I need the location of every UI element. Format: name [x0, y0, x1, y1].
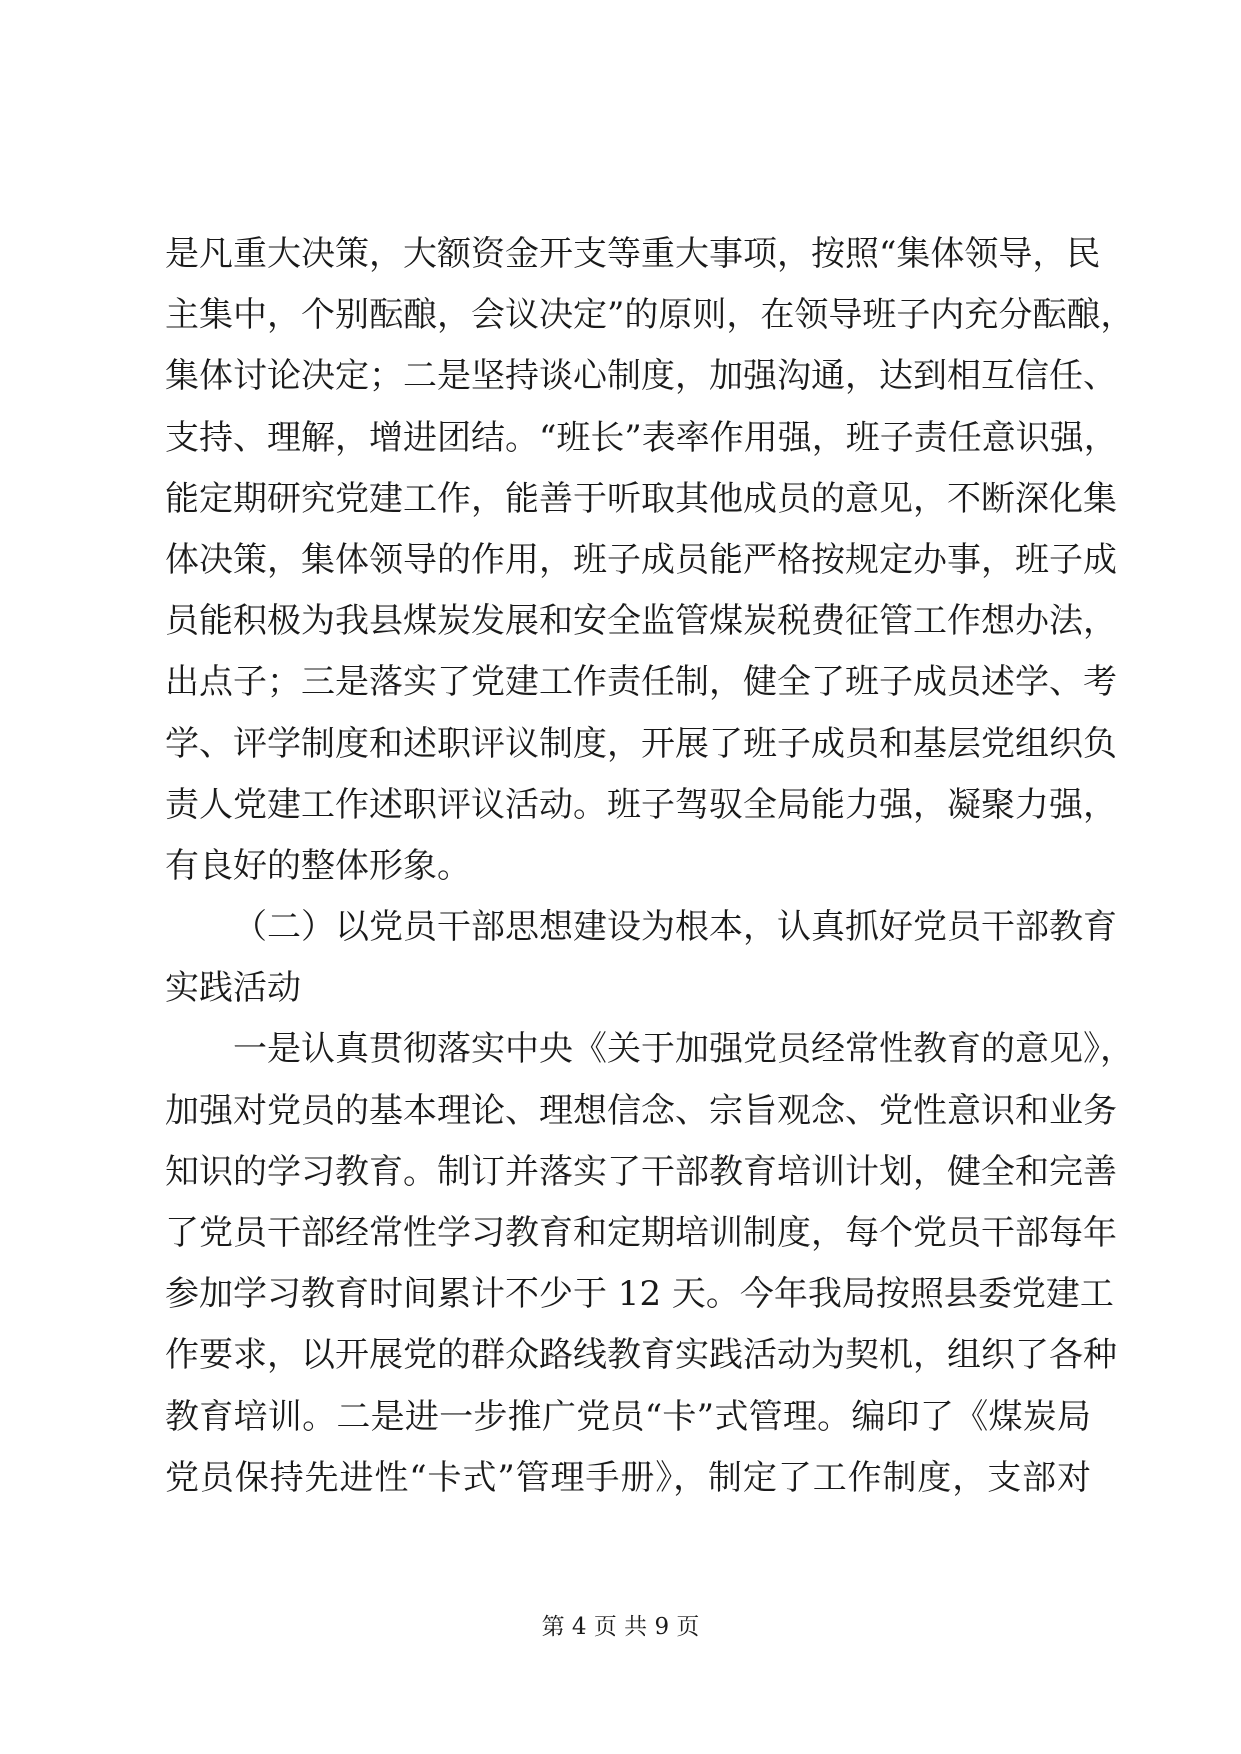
text-line: 一是认真贯彻落实中央《关于加强党员经常性教育的意见》，	[233, 1029, 1134, 1070]
text-line: 党员保持先进性“卡式”管理手册》，制定了工作制度，支部对	[165, 1457, 1091, 1498]
text-line: 主集中，个别酝酿，会议决定”的原则，在领导班子内充分酝酿，	[165, 295, 1135, 336]
text-line: 学、评学制度和述职评议制度，开展了班子成员和基层党组织负	[165, 723, 1117, 764]
section-heading-line: （二）以党员干部思想建设为根本，认真抓好党员干部教育	[233, 907, 1117, 948]
text-line: 知识的学习教育。制订并落实了干部教育培训计划，健全和完善	[165, 1151, 1117, 1192]
page-number-footer: 第 4 页 共 9 页	[541, 1614, 700, 1640]
section-heading-line: 实践活动	[165, 968, 301, 1009]
text-line: 是凡重大决策，大额资金开支等重大事项，按照“集体领导，民	[165, 234, 1101, 274]
text-line: 有良好的整体形象。	[165, 845, 471, 886]
text-line: 参加学习教育时间累计不少于 12 天。今年我局按照县委党建工	[165, 1274, 1114, 1315]
text-line: 支持、理解，增进团结。“班长”表率作用强，班子责任意识强，	[165, 417, 1118, 458]
document-body	[165, 224, 1135, 1509]
text-line: 了党员干部经常性学习教育和定期培训制度，每个党员干部每年	[165, 1213, 1117, 1253]
text-line: 能定期研究党建工作，能善于听取其他成员的意见，不断深化集	[165, 478, 1117, 519]
text-line: 作要求，以开展党的群众路线教育实践活动为契机，组织了各种	[165, 1335, 1117, 1376]
text-line: 出点子；三是落实了党建工作责任制，健全了班子成员述学、考	[165, 662, 1117, 703]
text-line: 员能积极为我县煤炭发展和安全监管煤炭税费征管工作想办法，	[165, 601, 1117, 642]
text-line: 教育培训。二是进一步推广党员“卡”式管理。编印了《煤炭局	[165, 1396, 1091, 1437]
text-line: 集体讨论决定；二是坚持谈心制度，加强沟通，达到相互信任、	[165, 356, 1117, 397]
text-line: 体决策，集体领导的作用，班子成员能严格按规定办事，班子成	[165, 539, 1117, 580]
text-line: 加强对党员的基本理论、理想信念、宗旨观念、党性意识和业务	[165, 1090, 1117, 1131]
text-line: 责人党建工作述职评议活动。班子驾驭全局能力强，凝聚力强，	[165, 784, 1117, 825]
